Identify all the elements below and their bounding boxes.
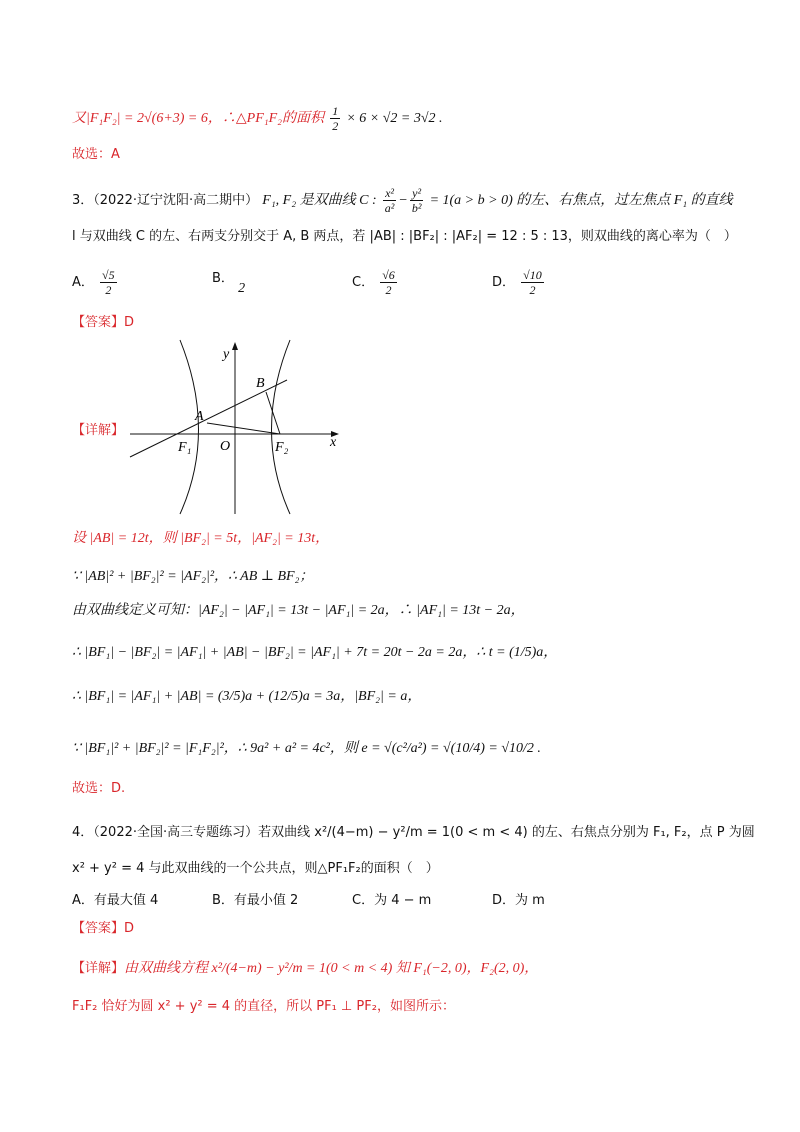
prev-formula-part1: 又|F₁F₂| = 2√(6+3) = 6，∴△PF₁F₂的面积 [72,111,325,126]
q3-step-3: 由双曲线定义可知：|AF₂| − |AF₁| = 13t − |AF₁| = 2a，∴ |AF₁| = 13t − 2a， [72,603,525,618]
right-branch-curve [272,340,291,514]
q3-line2: l 与双曲线 C 的左、右两支分别交于 A, B 两点，若 |AB| : |BF₂| : |AF₂| = 12 : 5 : 13，则双曲线的离心率为（ ） [72,229,737,244]
segment-af2 [207,423,280,434]
q3-step-6: ∵ |BF₁|² + |BF₂|² = |F₁F₂|²，∴ 9a² + a² = 4c²，则 e = √(c²/a²) = √(10/4) = √10/2 . [72,741,541,756]
q3-eq-x-fraction: $\frac{\text{x²}}{\text{a²}}$ [384,186,395,215]
q3-option-b: B． 2 [212,271,246,296]
q3-option-d: D． $\frac{√10}{2}$ [492,268,542,297]
q4-detail-line2: F₁F₂ 恰好为圆 x² + y² = 4 的直径，所以 PF₁ ⊥ PF₂，如图所示： [72,999,455,1014]
q4-line2: x² + y² = 4 与此双曲线的一个公共点，则△PF₁F₂的面积（ ） [72,861,439,876]
label-a: A [195,409,204,424]
label-x: x [330,435,337,450]
q3-detail-tag: 【详解】 [72,423,125,438]
q3-prefix: 3．（2022·辽宁沈阳·高二期中） [72,193,259,208]
q3-line1-b: = 1(a > b > 0) 的左、右焦点，过左焦点 F₁ 的直线 [429,193,733,208]
prev-formula-line [72,104,443,133]
label-b: B [256,376,265,391]
q3-line1-a: F₁, F₂ 是双曲线 C : [262,193,377,208]
q3-answer-line [72,312,134,334]
segment-bf2 [266,392,280,434]
q3-conclusion: 故选：D. [72,781,126,796]
q4-option-d: D．为 m [492,893,545,908]
q3-option-c: C． $\frac{√6}{2}$ [352,268,395,297]
left-branch-curve [180,340,199,514]
q3-line1: 3．（2022·辽宁沈阳·高二期中） F₁, F₂ 是双曲线 C : $\frac{\text{x²}}{\text{a²}}$ − $\frac{\text{y²}}{\text{b²}}$ = 1(a > b > 0) 的左、右焦点，过左焦点 F₁ 的直线 [72,186,733,215]
q3-step-2: ∵ |AB|² + |BF₂|² = |AF₂|²，∴ AB ⊥ BF₂； [72,569,314,584]
q4-option-c: C．为 4 − m [352,893,432,908]
q4-answer-value: D [124,921,135,936]
q3-step-5: ∴ |BF₁| = |AF₁| + |AB| = (3/5)a + (12/5)a = 3a，|BF₂| = a， [72,689,422,704]
q3-option-a: A． $\frac{√5}{2}$ [72,268,115,297]
label-o: O [220,439,231,454]
q4-option-b: B．有最小值 2 [212,893,299,908]
prev-formula-part2: × 6 × √2 = 3√2 . [346,111,443,126]
q3-answer-tag: 【答案】 [72,315,125,330]
label-f2: F₂ [275,440,289,455]
label-y: y [223,347,230,362]
q4-answer-line [72,918,134,940]
q4-option-a: A．有最大值 4 [72,893,159,908]
q4-detail-tag: 【详解】 [72,961,125,976]
q3-step-1: 设 |AB| = 12t，则 |BF₂| = 5t，|AF₂| = 13t， [72,531,330,546]
q4-answer-tag: 【答案】 [72,921,125,936]
q4-detail-line1 [72,958,538,980]
line-l [130,380,287,457]
y-axis-arrow [232,342,238,350]
q3-eq-y-fraction: $\frac{\text{y²}}{\text{b²}}$ [411,186,422,215]
hyperbola-figure [125,336,345,516]
q4-line1: 4．（2022·全国·高三专题练习）若双曲线 x²/(4−m) − y²/m = 1(0 < m < 4) 的左、右焦点分别为 F₁, F₂，点 P 为圆 [72,825,755,840]
q4-detail-text1: 由双曲线方程 x²/(4−m) − y²/m = 1(0 < m < 4) 知 F₁(−2, 0)，F₂(2, 0)， [124,961,539,976]
q3-answer-value: D [124,315,135,330]
prev-fraction: $\frac{1}{2}$ [332,104,339,133]
label-f1: F₁ [178,440,192,455]
q3-step-4: ∴ |BF₁| − |BF₂| = |AF₁| + |AB| − |BF₂| = |AF₁| + 7t = 20t − 2a = 2a，∴ t = (1/5)a， [72,645,558,660]
prev-answer: 故选：A [72,147,120,162]
